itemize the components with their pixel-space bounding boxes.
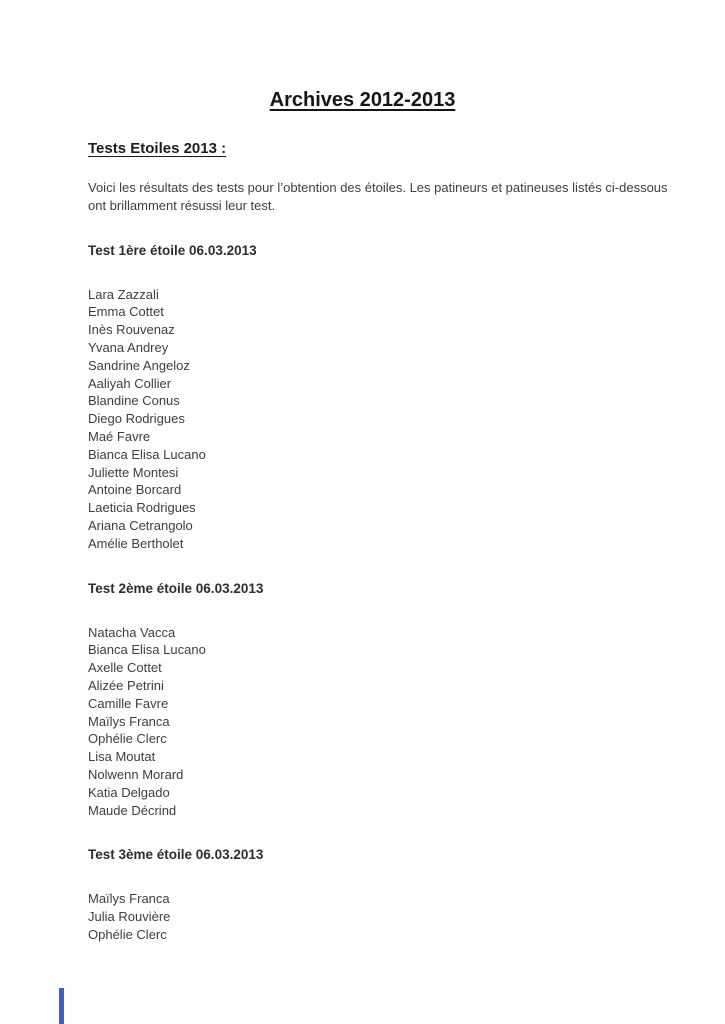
name-line: Lara Zazzali — [88, 286, 159, 302]
name-line: Natacha Vacca — [88, 624, 176, 640]
names-list — [88, 286, 665, 553]
name-line: Maé Favre — [88, 428, 151, 444]
section-heading: Test 3ème étoile 06.03.2013 — [88, 847, 264, 863]
name-line: Inès Rouvenaz — [88, 322, 175, 338]
test-section — [88, 580, 665, 820]
test-section — [88, 242, 665, 553]
name-line: Julia Rouvière — [88, 909, 171, 925]
name-line: Bianca Elisa Lucano — [88, 642, 206, 658]
name-line: Antoine Borcard — [88, 482, 182, 498]
name-line: Nolwenn Morard — [88, 766, 184, 782]
name-line: Ariana Cetrangolo — [88, 517, 193, 533]
name-line: Blandine Conus — [88, 393, 180, 409]
name-line: Alizée Petrini — [88, 677, 164, 693]
name-line: Diego Rodrigues — [88, 411, 185, 427]
name-line: Amélie Bertholet — [88, 535, 184, 551]
sections — [88, 242, 665, 944]
name-line: Axelle Cottet — [88, 660, 162, 676]
name-line: Bianca Elisa Lucano — [88, 446, 206, 462]
name-line: Maïlys Franca — [88, 891, 170, 907]
name-line: Lisa Moutat — [88, 749, 156, 765]
text-cursor-artifact — [59, 988, 64, 1024]
names-list — [88, 624, 665, 820]
names-list — [88, 890, 665, 943]
name-line: Katia Delgado — [88, 784, 170, 800]
name-line: Camille Favre — [88, 695, 169, 711]
name-line: Yvana Andrey — [88, 339, 169, 355]
test-section — [88, 846, 665, 943]
name-line: Maïlys Franca — [88, 713, 170, 729]
section-heading: Test 2ème étoile 06.03.2013 — [88, 580, 264, 596]
name-line: Aaliyah Collier — [88, 375, 172, 391]
name-line: Ophélie Clerc — [88, 926, 167, 942]
document-subtitle: Tests Etoiles 2013 : — [88, 140, 227, 157]
name-line: Ophélie Clerc — [88, 731, 167, 747]
name-line: Maude Décrind — [88, 802, 177, 818]
name-line: Emma Cottet — [88, 304, 164, 320]
name-line: Sandrine Angeloz — [88, 357, 190, 373]
intro-paragraph: Voici les résultats des tests pour l’obtention des étoiles. Les patineurs et patineuses listés ci-dessous ont brillamment résussi leur test. — [88, 180, 668, 213]
page-content — [0, 139, 725, 944]
name-line: Juliette Montesi — [88, 464, 179, 480]
name-line: Laeticia Rodrigues — [88, 500, 196, 516]
page-title: Archives 2012-2013 — [269, 89, 456, 111]
section-heading: Test 1ère étoile 06.03.2013 — [88, 242, 257, 258]
